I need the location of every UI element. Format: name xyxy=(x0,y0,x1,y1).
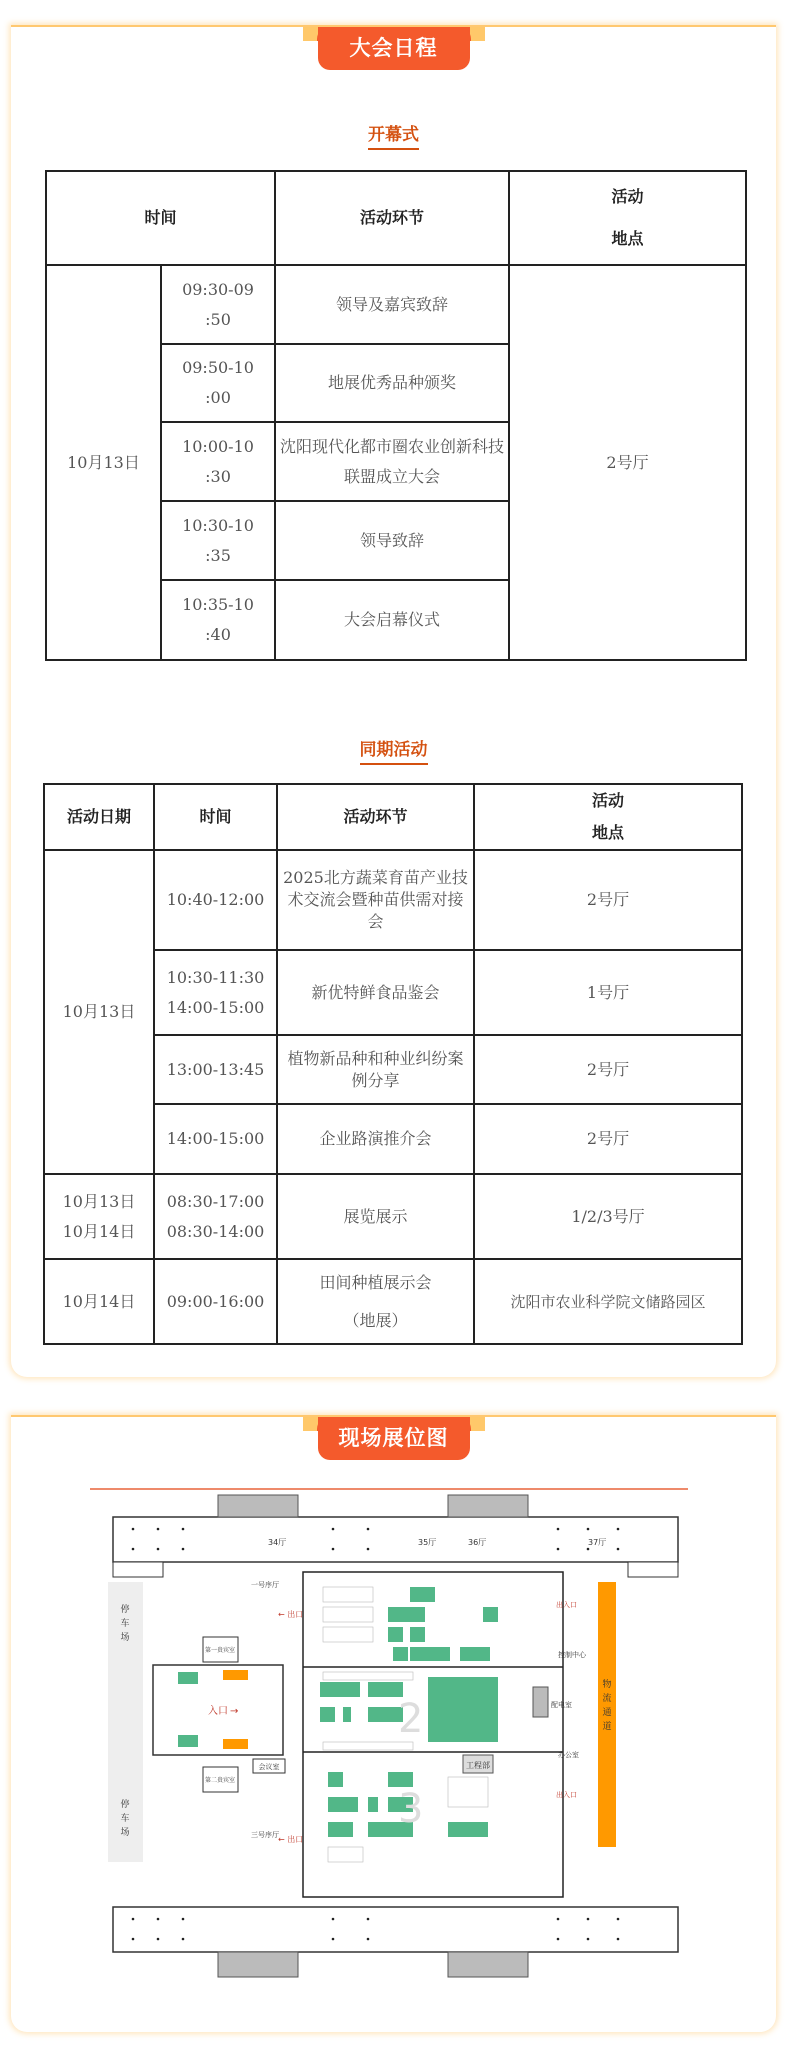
table-header-row xyxy=(44,784,742,850)
row-venue: 1号厅 xyxy=(474,950,742,1035)
header-segment: 活动环节 xyxy=(277,784,474,850)
row-venue: 2号厅 xyxy=(474,1035,742,1104)
floorplan-badge xyxy=(303,1417,485,1461)
row-time: 09:30-09 :50 xyxy=(161,265,275,344)
row-segment: 2025北方蔬菜育苗产业技术交流会暨种苗供需对接会 xyxy=(277,850,474,950)
logistics-label: 物流通道 xyxy=(602,1680,612,1732)
schedule-card xyxy=(11,25,776,1377)
hall-label-35: 35厅 xyxy=(418,1538,437,1547)
header-time: 时间 xyxy=(154,784,277,850)
power-label: 配电室 xyxy=(551,1701,572,1709)
header-date: 活动日期 xyxy=(44,784,154,850)
parking-label-bottom: 停车场 xyxy=(120,1800,130,1838)
row-time: 10:40-12:00 xyxy=(154,850,277,950)
table-header-row xyxy=(46,171,746,265)
exit-label-bottom: ← 出口 xyxy=(278,1835,304,1844)
row-segment: 展览展示 xyxy=(277,1174,474,1259)
parking-label-top: 停车场 xyxy=(120,1605,130,1643)
concurrent-table xyxy=(43,783,743,1345)
opening-venue: 2号厅 xyxy=(509,265,746,660)
vip2-label: 第二贵宾室 xyxy=(204,1777,236,1784)
concurrent-section-title: 同期活动 xyxy=(11,735,776,765)
row-time: 10:35-10 :40 xyxy=(161,580,275,660)
hall-number-2: 2 xyxy=(398,1696,424,1742)
row-segment: 沈阳现代化都市圈农业创新科技联盟成立大会 xyxy=(275,422,509,501)
hall-label-37: 37厅 xyxy=(588,1538,607,1547)
hall-label-36: 36厅 xyxy=(468,1538,487,1547)
exit-label-top: ← 出口 xyxy=(278,1610,304,1619)
row-segment: 地展优秀品种颁奖 xyxy=(275,344,509,422)
schedule-badge xyxy=(303,27,485,71)
lobby3-label: 三号序厅 xyxy=(251,1831,279,1839)
office-label: 办公室 xyxy=(558,1751,579,1759)
row-segment: 企业路演推介会 xyxy=(277,1104,474,1174)
row-date: 10月14日 xyxy=(44,1259,154,1344)
row-segment: 大会启幕仪式 xyxy=(275,580,509,660)
floor-plan-map[interactable] xyxy=(88,1487,698,1997)
floorplan-badge-label: 现场展位图 xyxy=(318,1417,470,1460)
row-segment: 领导致辞 xyxy=(275,501,509,580)
control-label: 控制中心 xyxy=(558,1651,586,1659)
header-time: 时间 xyxy=(46,171,275,265)
group-date: 10月13日 xyxy=(44,850,154,1174)
svg-text:→: → xyxy=(230,1706,239,1717)
header-venue: 活动 地点 xyxy=(509,171,746,265)
hall-number-3: 3 xyxy=(398,1786,424,1832)
table-row xyxy=(44,1174,742,1259)
row-venue: 2号厅 xyxy=(474,1104,742,1174)
row-time: 10:30-10 :35 xyxy=(161,501,275,580)
table-row xyxy=(46,265,746,344)
schedule-badge-label: 大会日程 xyxy=(318,27,470,70)
row-segment: 新优特鲜食品鉴会 xyxy=(277,950,474,1035)
row-time: 10:30-11:30 14:00-15:00 xyxy=(154,950,277,1035)
engineering-label: 工程部 xyxy=(466,1761,490,1770)
row-venue: 沈阳市农业科学院文储路园区 xyxy=(474,1259,742,1344)
vip1-label: 第一贵宾室 xyxy=(204,1647,236,1654)
row-segment: 田间种植展示会 （地展） xyxy=(277,1259,474,1344)
header-segment: 活动环节 xyxy=(275,171,509,265)
row-venue: 2号厅 xyxy=(474,850,742,950)
hall-label-34: 34厅 xyxy=(268,1538,287,1547)
floorplan-card xyxy=(11,1415,776,2032)
row-time: 09:50-10 :00 xyxy=(161,344,275,422)
gate-label-2: 出入口 xyxy=(556,1791,577,1799)
row-venue: 1/2/3号厅 xyxy=(474,1174,742,1259)
meeting-label: 会议室 xyxy=(258,1763,280,1771)
gate-label-1: 出入口 xyxy=(556,1601,577,1609)
opening-table xyxy=(45,170,747,661)
table-row xyxy=(44,1259,742,1344)
lobby1-label: 一号序厅 xyxy=(251,1581,279,1589)
row-time: 08:30-17:00 08:30-14:00 xyxy=(154,1174,277,1259)
entrance-label: 入口 xyxy=(208,1706,228,1717)
row-time: 13:00-13:45 xyxy=(154,1035,277,1104)
row-segment: 植物新品种和种业纠纷案例分享 xyxy=(277,1035,474,1104)
table-row xyxy=(44,850,742,950)
row-date: 10月13日 10月14日 xyxy=(44,1174,154,1259)
header-venue: 活动 地点 xyxy=(474,784,742,850)
row-time: 09:00-16:00 xyxy=(154,1259,277,1344)
hall2-main-booth xyxy=(428,1677,498,1742)
opening-date: 10月13日 xyxy=(46,265,161,660)
row-time: 10:00-10 :30 xyxy=(161,422,275,501)
row-segment: 领导及嘉宾致辞 xyxy=(275,265,509,344)
row-time: 14:00-15:00 xyxy=(154,1104,277,1174)
opening-section-title: 开幕式 xyxy=(11,120,776,150)
